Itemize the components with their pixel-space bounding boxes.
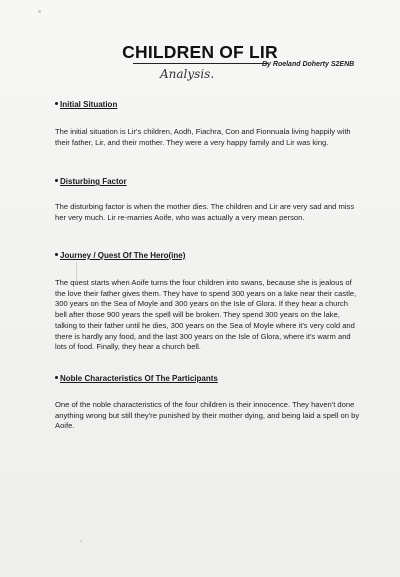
paper-speck — [80, 540, 82, 542]
bullet-icon — [55, 179, 58, 182]
section-body-noble-characteristics: One of the noble characteristics of the four children is their innocence. They haven't done anything wrong but still they're punished by their mother dying, and being laid a spell on by Aoife. — [55, 400, 360, 431]
section-body-disturbing-factor: The disturbing factor is when the mother dies. The children and Lir are very sad and miss her very much. Lir re-marries Aoife, who was actually a very mean person. — [55, 202, 355, 222]
handwritten-note: Analysis. — [160, 67, 215, 81]
section-heading-label: Noble Characteristics Of The Participants — [60, 374, 218, 383]
section-body-initial-situation: The initial situation is Lir's children, Aodh, Fiachra, Con and Fionnuala living happily with their father, Lir, and their mother. They were a very happy family and Lir was king. — [55, 127, 351, 147]
paper-speck — [38, 10, 41, 13]
section-heading-initial-situation — [55, 100, 117, 109]
section-heading-label: Journey / Quest Of The Hero(ine) — [60, 251, 186, 260]
section-heading-journey-quest — [55, 251, 185, 260]
title-underline — [133, 63, 268, 64]
document-title: CHILDREN OF LIR — [122, 42, 278, 62]
section-heading-label: Disturbing Factor — [60, 177, 127, 186]
section-heading-label: Initial Situation — [60, 100, 118, 109]
bullet-icon — [55, 102, 58, 105]
section-heading-noble-characteristics — [55, 374, 218, 383]
author-byline: By Roeland Doherty S2ENB — [262, 61, 355, 68]
section-body-journey-quest: The quest starts when Aoife turns the four children into swans, because she is jealous of the love their father gives them. They have to spend 300 years on a lake near their castle, 300 years on the Sea of Moyle and 300 years on the Isle of Glora. If they hear a church bell after those 900 years the spell will be broken. They spend 300 years on the lake, talking to their father until he dies, 300 years on the Sea of Moyle where it's very cold and there is hardly any food, and the last 300 years on the Isle of Glora, where it's warm and lots of food. Finally, they hear a church bell. — [55, 278, 357, 352]
section-heading-disturbing-factor — [55, 177, 127, 186]
bullet-icon — [55, 253, 58, 256]
bullet-icon — [55, 376, 58, 379]
